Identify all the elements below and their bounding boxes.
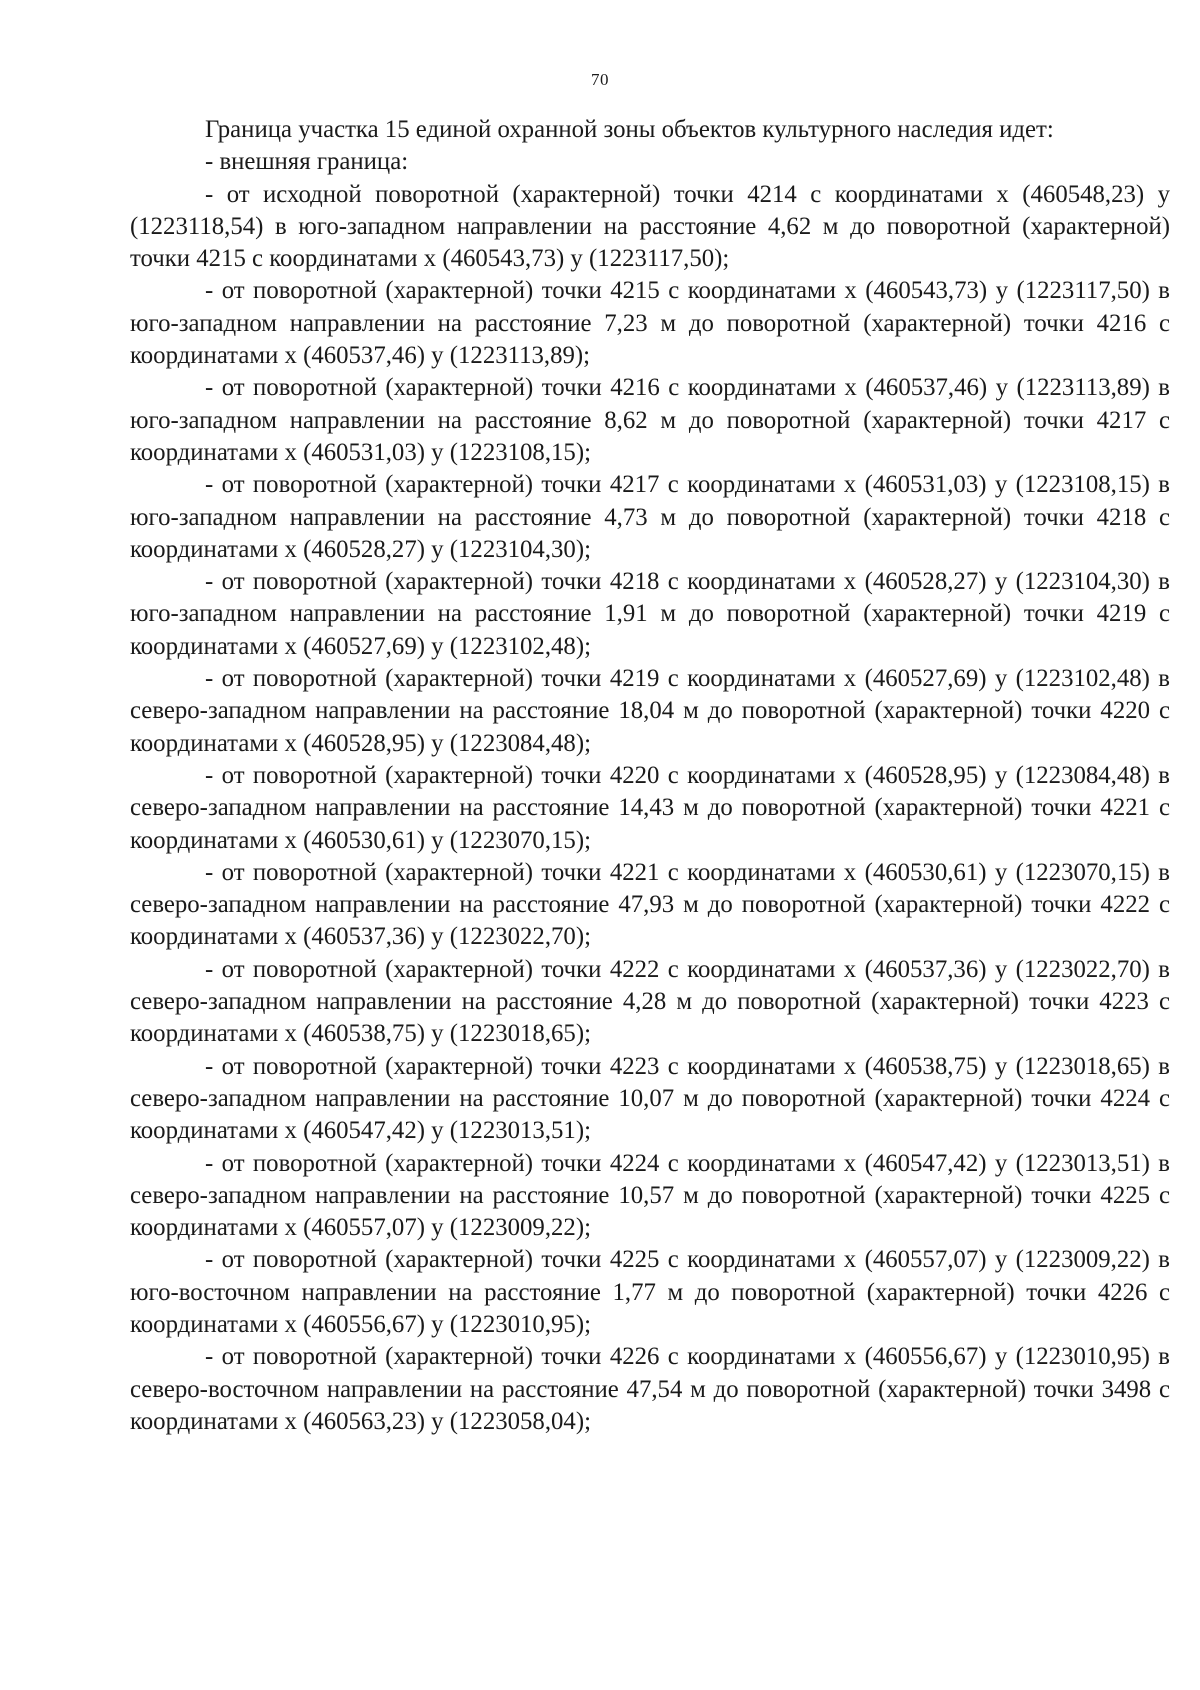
boundary-label: - внешняя граница: xyxy=(205,148,409,176)
boundary-segment: - от поворотной (характерной) точки 4221 с координатами х (460530,61) у (1223070,15) в северо-западном направлении на расстояние 47,93 м до поворотной (характерной) точки 4222 с координатами х (460537,36) у (1223022,70); xyxy=(130,858,1170,951)
page-number: 70 xyxy=(591,70,609,89)
boundary-segment: - от поворотной (характерной) точки 4215 с координатами х (460543,73) у (1223117,50) в юго-западном направлении на расстояние 7,23 м до поворотной (характерной) точки 4216 с координатами х (460537,46) у (1223113,89); xyxy=(130,277,1170,370)
intro-paragraph: Граница участка 15 единой охранной зоны объектов культурного наследия идет: xyxy=(205,116,1054,143)
boundary-segment: - от поворотной (характерной) точки 4219 с координатами х (460527,69) у (1223102,48) в северо-западном направлении на расстояние 18,04 м до поворотной (характерной) точки 4220 с координатами х (460528,95) у (1223084,48); xyxy=(130,665,1170,757)
boundary-segment: - от поворотной (характерной) точки 4216 с координатами х (460537,46) у (1223113,89) в юго-западном направлении на расстояние 8,62 м до поворотной (характерной) точки 4217 с координатами х (460531,03) у (1223108,15); xyxy=(130,374,1170,466)
boundary-segment: - от поворотной (характерной) точки 4223 с координатами х (460538,75) у (1223018,65) в северо-западном направлении на расстояние 10,07 м до поворотной (характерной) точки 4224 с координатами х (460547,42) у (1223013,51); xyxy=(130,1052,1170,1145)
boundary-segment: - от поворотной (характерной) точки 4224 с координатами х (460547,42) у (1223013,51) в северо-западном направлении на расстояние 10,57 м до поворотной (характерной) точки 4225 с координатами х (460557,07) у (1223009,22); xyxy=(130,1149,1170,1242)
boundary-segment: - от поворотной (характерной) точки 4218 с координатами х (460528,27) у (1223104,30) в юго-западном направлении на расстояние 1,91 м до поворотной (характерной) точки 4219 с координатами х (460527,69) у (1223102,48); xyxy=(130,568,1170,660)
boundary-segment: - от поворотной (характерной) точки 4217 с координатами х (460531,03) у (1223108,15) в юго-западном направлении на расстояние 4,73 м до поворотной (характерной) точки 4218 с координатами х (460528,27) у (1223104,30); xyxy=(130,471,1170,563)
boundary-segment: - от поворотной (характерной) точки 4225 с координатами х (460557,07) у (1223009,22) в юго-восточном направлении на расстояние 1,77 м до поворотной (характерной) точки 4226 с координатами х (460556,67) у (1223010,95); xyxy=(130,1246,1170,1338)
boundary-segment: - от исходной поворотной (характерной) точки 4214 с координатами х (460548,23) у (1223118,54) в юго-западном направлении на расстояние 4,62 м до поворотной (характерной) точки 4215 с координатами х (460543,73) у (1223117,50); xyxy=(130,180,1170,273)
boundary-segment: - от поворотной (характерной) точки 4220 с координатами х (460528,95) у (1223084,48) в северо-западном направлении на расстояние 14,43 м до поворотной (характерной) точки 4221 с координатами х (460530,61) у (1223070,15); xyxy=(130,761,1170,854)
boundary-segment: - от поворотной (характерной) точки 4222 с координатами х (460537,36) у (1223022,70) в северо-западном направлении на расстояние 4,28 м до поворотной (характерной) точки 4223 с координатами х (460538,75) у (1223018,65); xyxy=(130,955,1170,1048)
boundary-segment: - от поворотной (характерной) точки 4226 с координатами х (460556,67) у (1223010,95) в северо-восточном направлении на расстояние 47,54 м до поворотной (характерной) точки 3498 с координатами х (460563,23) у (1223058,04); xyxy=(130,1343,1170,1435)
document-body xyxy=(130,114,1170,1438)
